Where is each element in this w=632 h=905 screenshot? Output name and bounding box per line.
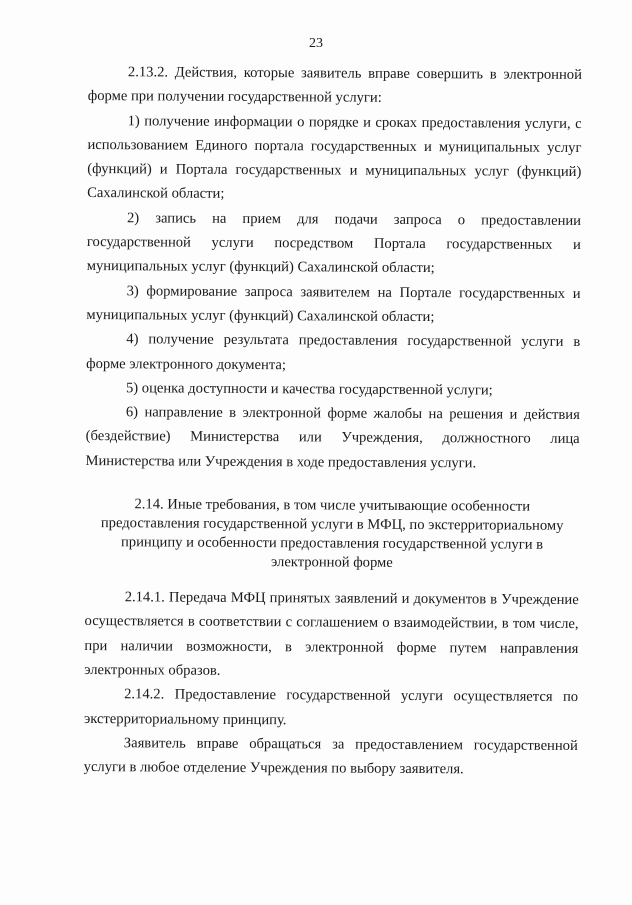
document-body	[84, 60, 582, 782]
list-item-3: 3) формирование запроса заявителем на Портале государственных и муниципальных услуг (функций) Сахалинской области;	[86, 282, 581, 326]
list-item-2: 2) запись на прием для подачи запроса о предоставлении государственной услуги посредством Портала государственных и муниципальных услуг (функций) Сахалинской области;	[86, 210, 582, 277]
page-number: 23	[309, 36, 323, 51]
paragraph-2-14-2: 2.14.2. Предоставление государственной услуги осуществляется по экстерриториальному принципу.	[83, 686, 579, 728]
paragraph-2-13-2: 2.13.2. Действия, которые заявитель вправе совершить в электронной форме при получении государственной услуги:	[87, 64, 582, 107]
list-item-4: 4) получение результата предоставления государственной услуги в форме электронного документа;	[86, 331, 581, 373]
paragraph-applicant-rights: Заявитель вправе обращаться за предоставлением государственной услуги в любое отделение Учреждения по выбору заявителя.	[83, 735, 578, 778]
list-item-5: 5) оценка доступности и качества государственной услуги;	[125, 380, 493, 399]
paragraph-2-14-1: 2.14.1. Передача МФЦ принятых заявлений и документов в Учреждение осуществляется в соответствии с соглашением о взаимодействии, в том числе, при наличии возможности, в электронной форме путем направления электронных образов.	[84, 589, 579, 679]
list-item-1: 1) получение информации о порядке и сроках предоставления услуги, с использованием Единого портала государственных и муниципальных услуг (функций) и Портала государственных и муниципальных услуг (функций) Сахалинской области;	[87, 112, 582, 203]
list-item-6: 6) направление в электронной форме жалобы на решения и действия (бездействие) Министерства или Учреждения, должностного лица Министерства или Учреждения в ходе предоставления услуги.	[85, 404, 580, 472]
section-heading-2-14: 2.14. Иные требования, в том числе учитывающие особенности предоставления государственной услуги в МФЦ, по экстерриториальному принципу и особенности предоставления государственной услуги в электронной форме	[100, 496, 564, 571]
